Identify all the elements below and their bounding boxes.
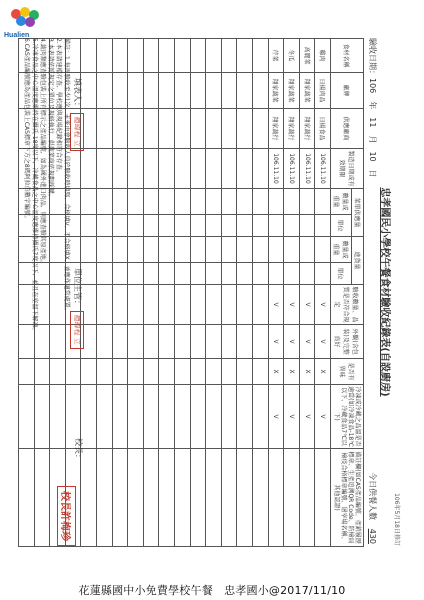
empty-table-row bbox=[97, 39, 113, 547]
note-line: 備註：1.每周驗收至少1次，未來由會驗收人員於驗收時填寫，合格填V，不合格填X，並應作適當處置。 bbox=[63, 38, 70, 314]
revision-date: 106年5月18日修訂 bbox=[393, 493, 400, 546]
footer-caption: 花蓮縣國中小免費學校午餐 忠孝國小@2017/11/10 bbox=[0, 582, 424, 600]
cell-temp: V bbox=[268, 385, 284, 449]
header-row-1 bbox=[352, 39, 364, 547]
meal-count-label: 今日供餐人數 bbox=[368, 472, 377, 521]
table-row bbox=[315, 39, 331, 547]
table-row bbox=[299, 39, 315, 547]
cell-brand: 日揚肉品 bbox=[315, 73, 331, 109]
unit-head-label: 單位主管： bbox=[73, 268, 82, 308]
cell-package: V bbox=[268, 325, 284, 359]
note-line: 6.CAS產品編號應為產品包裝上CAS標章下方之8碼阿拉伯數字編號。 bbox=[23, 38, 30, 222]
note-line: 2.本表請建檔存查，學校應與現場紀錄相符合存查。 bbox=[55, 38, 62, 176]
acceptance-date: 驗收日期：106 年 11 月 10 日 bbox=[368, 38, 377, 178]
cell-smell: X bbox=[268, 359, 284, 385]
cell-vendor: 翔家蔬行 bbox=[284, 109, 300, 149]
empty-table-row bbox=[128, 39, 144, 547]
header-temp: 冷凍或冷藏之品溫是否適當(如冷凍食品-18℃以下，冷藏食品7℃以下) bbox=[331, 385, 364, 449]
cell-temp: V bbox=[299, 385, 315, 449]
cell-date: 106.11.10 bbox=[299, 149, 315, 189]
table-row bbox=[268, 39, 284, 547]
header-supply-unit: 單位 bbox=[331, 215, 352, 237]
cell-brand: 翔家蔬菜 bbox=[268, 73, 284, 109]
header-smell: 是否有異味 bbox=[331, 359, 364, 385]
table-row bbox=[284, 39, 300, 547]
hualien-logo-icon bbox=[4, 4, 44, 34]
note-line: 4.蔬肉類應查驗包裝上所有標示之產品編號，如為國外進口肉品，則應查驗其原產地。 bbox=[39, 38, 46, 266]
empty-table-row bbox=[175, 39, 191, 547]
notes bbox=[22, 38, 70, 478]
cell-food: 冬瓜 bbox=[284, 39, 300, 73]
empty-table-row bbox=[253, 39, 269, 547]
header-brand: 廠牌 bbox=[331, 73, 364, 109]
empty-table-row bbox=[221, 39, 237, 547]
header-remark: 備註欄(如CAS產品編號、產銷履歷標章、生產追溯QR Code、防檢局檢疫合格標章編號、屠宰場名稱、其他認證) bbox=[331, 449, 364, 547]
cell-inspect: V bbox=[315, 285, 331, 325]
cell-inspect: V bbox=[268, 285, 284, 325]
header-arrive: 進貨量 bbox=[352, 237, 364, 285]
cell-package: V bbox=[299, 325, 315, 359]
note-line: 3.本表請依照規定之單位及規格執行，供蔬菜商依規劃採購。 bbox=[47, 38, 54, 200]
cell-smell: X bbox=[315, 359, 331, 385]
cell-vendor: 日揚食品 bbox=[315, 109, 331, 149]
header-supply: 菜單供應量 bbox=[352, 189, 364, 237]
cell-temp: V bbox=[284, 385, 300, 449]
cell-date: 106.11.10 bbox=[284, 149, 300, 189]
cell-food: 芹菜 bbox=[268, 39, 284, 73]
header-food: 食材名稱 bbox=[331, 39, 364, 73]
cell-vendor: 翔家蔬行 bbox=[268, 109, 284, 149]
cell-smell: X bbox=[299, 359, 315, 385]
cell-package: V bbox=[315, 325, 331, 359]
logo-text: Hualien bbox=[4, 32, 30, 39]
header-arrive-unit: 單位 bbox=[331, 263, 352, 285]
principal-label: 校長： bbox=[74, 438, 83, 462]
principal-stamp: 校長許梅珍 bbox=[57, 486, 76, 546]
cell-food: 雞肉 bbox=[315, 39, 331, 73]
acceptance-form bbox=[22, 32, 402, 552]
cell-inspect: V bbox=[299, 285, 315, 325]
header-date: 製造日期或有效期限 bbox=[331, 149, 364, 189]
meal-count-value: 430 bbox=[368, 528, 377, 544]
cell-date: 106.11.10 bbox=[315, 149, 331, 189]
header-vendor: 供應廠商 bbox=[331, 109, 364, 149]
cell-brand: 翔家蔬菜 bbox=[299, 73, 315, 109]
empty-table-row bbox=[237, 39, 253, 547]
meal-count bbox=[367, 472, 378, 544]
cell-temp: V bbox=[315, 385, 331, 449]
inspector-label: 填表人： bbox=[73, 78, 82, 110]
header-arrive-qty: 數量或重量 bbox=[331, 237, 352, 263]
form-title: 忠孝國民小學校午餐食材驗收紀錄表(自設廚房) bbox=[379, 187, 390, 397]
header-package: 外觀(含包裝)及完整良好 bbox=[331, 325, 364, 359]
header-inspect: 驗收數量、品質是否符合規定 bbox=[331, 285, 364, 325]
note-line: 5.冷凍食品之中心溫度應維持在攝氏-18度以下，冷藏食品之中心溫度應維持攝氏7度以下，並且在室溫下解凍。 bbox=[31, 38, 38, 334]
empty-table-row bbox=[190, 39, 206, 547]
cell-inspect: V bbox=[284, 285, 300, 325]
cell-date: 106.11.10 bbox=[268, 149, 284, 189]
inspector-signature bbox=[70, 78, 84, 151]
cell-brand: 翔家蔬菜 bbox=[284, 73, 300, 109]
cell-vendor: 翔家蔬行 bbox=[299, 109, 315, 149]
unit-head-signature bbox=[70, 268, 84, 349]
empty-table-row bbox=[143, 39, 159, 547]
empty-table-row bbox=[112, 39, 128, 547]
cell-package: V bbox=[284, 325, 300, 359]
header-supply-qty: 數量或重量 bbox=[331, 189, 352, 215]
unit-head-stamp: 禮瑋程 立 bbox=[70, 311, 84, 349]
empty-table-row bbox=[159, 39, 175, 547]
cell-smell: X bbox=[284, 359, 300, 385]
empty-table-row bbox=[206, 39, 222, 547]
cell-food: 高麗菜 bbox=[299, 39, 315, 73]
inspector-stamp: 禮瑋程 立 bbox=[70, 113, 84, 151]
